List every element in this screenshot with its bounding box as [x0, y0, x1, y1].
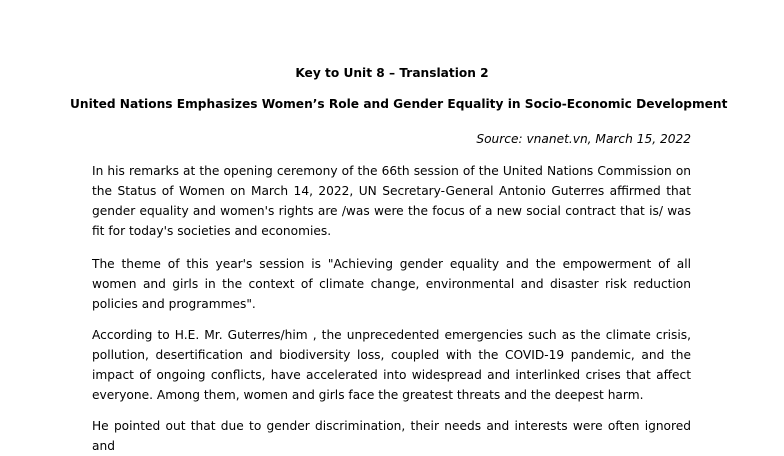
source-citation: Source: vnanet.vn, March 15, 2022: [476, 132, 691, 146]
paragraph-session-theme: The theme of this year's session is "Achieving gender equality and the empowerment of all women and girls in the context of climate change, environmental and disaster risk reduction policies and programmes".: [92, 257, 691, 311]
paragraph-opening-remarks: In his remarks at the opening ceremony of the 66th session of the United Nations Commission on the Status of Women on March 14, 2022, UN Secretary-General Antonio Guterres affirmed that gender equality and women's rights are /was were the focus of a new social contract that is/ was fit for today's societies and economies.: [92, 164, 691, 238]
paragraph-discrimination: He pointed out that due to gender discrimination, their needs and interests were often ignored and: [92, 419, 691, 453]
document-subtitle: United Nations Emphasizes Women’s Role and Gender Equality in Socio-Economic Development: [70, 97, 728, 111]
document-title: Key to Unit 8 – Translation 2: [295, 66, 489, 80]
paragraph-emergencies: According to H.E. Mr. Guterres/him , the unprecedented emergencies such as the climate crisis, pollution, desertification and biodiversity loss, coupled with the COVID-19 pandemic, and the impact of ongoing conflicts, have accelerated into widespread and interlinked crises that affect everyone. Among them, women and girls face the greatest threats and the deepest harm.: [92, 328, 691, 402]
